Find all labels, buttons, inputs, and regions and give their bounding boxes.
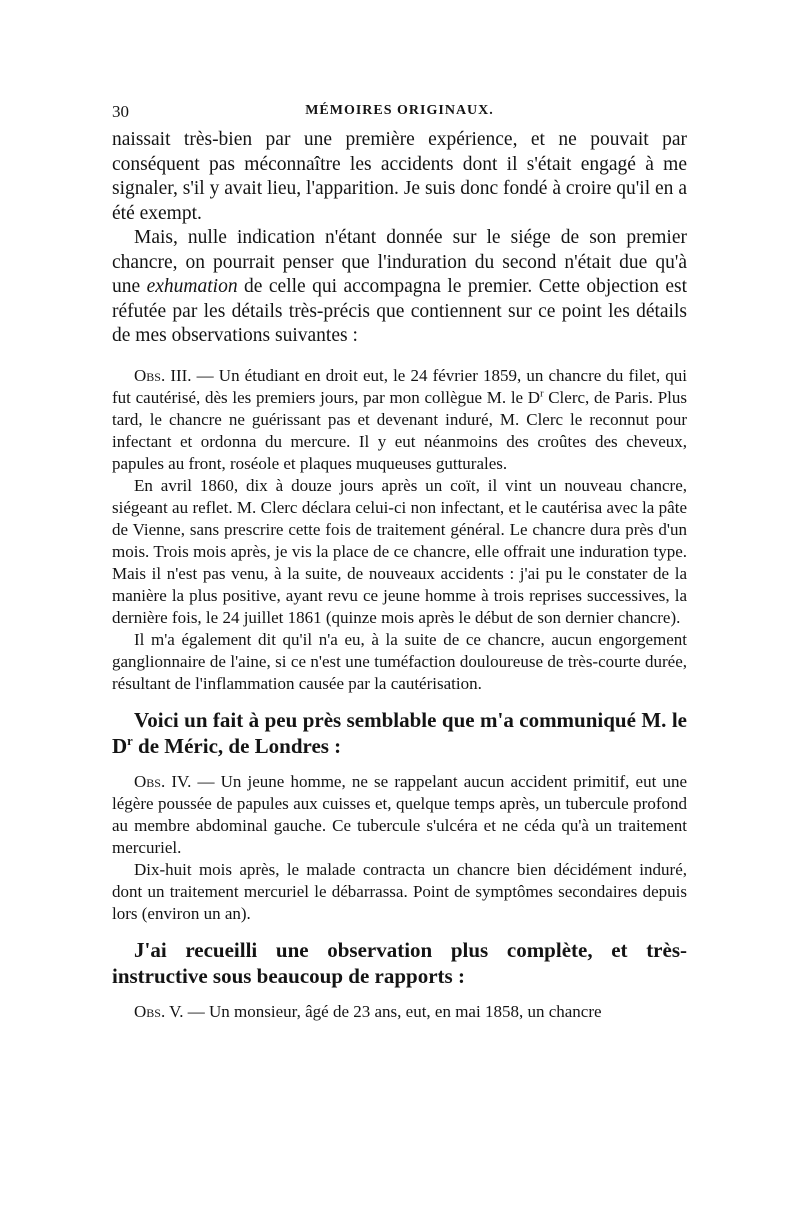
intro-observation-4-superscript: r [127, 733, 133, 748]
observation-3-paragraph-3: Il m'a également dit qu'il n'a eu, à la suite de ce chancre, aucun engorgement ganglionnaire de l'aine, si ce n'est une tuméfaction douloureuse de très-courte durée, résultant de l'inflammation causée par la cautérisation. [112, 629, 687, 693]
observation-3-text-1: — Un étudiant en droit eut, le 24 février 1859, un chancre du filet, qui fut cautérisé, dès les premiers jours, par mon collègue M. le D [112, 365, 687, 407]
emphasis-exhumation: exhumation [146, 276, 238, 297]
observation-3 [112, 365, 687, 475]
observation-5-text: — Un monsieur, âgé de 23 ans, eut, en mai 1858, un chancre [183, 1001, 602, 1021]
paragraph-objection-end: de celle qui accompagna le premier. Cette objection est réfutée par les détails très-précis que contiennent sur ce point les détails de mes observations suivantes : [112, 276, 688, 346]
paragraph-objection-start: Mais, nulle indication n'étant donnée sur le siége de son premier chancre, on pourrait penser que l'induration du second n'était due qu'à une [112, 227, 687, 297]
book-page [112, 100, 687, 1023]
observation-3-superscript: r [540, 387, 544, 399]
page-number: 30 [112, 102, 129, 121]
paragraph-continuation: naissait très-bien par une première expérience, et ne pouvait par conséquent pas méconnaître les accidents dont il s'était engagé à me signaler, s'il y avait lieu, l'apparition. Je suis donc fondé à croire qu'il en a été exempt. [112, 129, 687, 224]
observation-4-text: — Un jeune homme, ne se rappelant aucun accident primitif, eut une légère poussée de papules aux cuisses et, quelque temps après, un tubercule profond au membre abdominal gauche. Ce tubercule s'ulcéra et ne céda qu'à un traitement mercuriel. [112, 771, 687, 857]
intro-observation-4-text-2: de Méric, de Londres : [132, 733, 342, 758]
paragraph-objection [112, 226, 687, 349]
running-title: MÉMOIRES ORIGINAUX. [305, 103, 494, 118]
intro-observation-5: J'ai recueilli une observation plus complète, et très-instructive sous beaucoup de rapports : [112, 937, 687, 988]
page-header [112, 100, 687, 128]
intro-observation-4 [112, 707, 687, 759]
observation-4 [112, 771, 687, 859]
observation-5-label: Obs. V. [134, 1001, 184, 1021]
observation-3-label: Obs. III. [134, 365, 192, 385]
intro-observation-4-text-1: Voici un fait à peu près semblable que m'a communiqué M. le D [112, 707, 687, 758]
observation-4-paragraph-2: Dix-huit mois après, le malade contracta un chancre bien décidément induré, dont un traitement mercuriel le débarrassa. Point de symptômes secondaires depuis lors (environ un an). [112, 859, 687, 923]
observation-4-label: Obs. IV. [134, 771, 192, 791]
observation-3-text-2: Clerc, de Paris. Plus tard, le chancre ne guérissant pas et devenant induré, M. Clerc le reconnut pour infectant et ordonna du mercure. Il y eut néanmoins des croûtes des cheveux, papules au front, roséole et plaques muqueuses gutturales. [112, 387, 688, 473]
observation-5 [112, 1001, 687, 1023]
observation-3-paragraph-2: En avril 1860, dix à douze jours après un coït, il vint un nouveau chancre, siégeant au reflet. M. Clerc déclara celui-ci non infectant, et le cautérisa avec la pâte de Vienne, sans prescrire cette fois de traitement général. Le chancre dura près d'un mois. Trois mois après, je vis la place de ce chancre, elle offrait une induration type. Mais il n'est pas venu, à la suite, de nouveaux accidents : j'ai pu le constater de la manière la plus positive, ayant revu ce jeune homme à trois reprises successives, la dernière fois, le 24 juillet 1861 (quinze mois après le début de son dernier chancre). [112, 475, 687, 627]
